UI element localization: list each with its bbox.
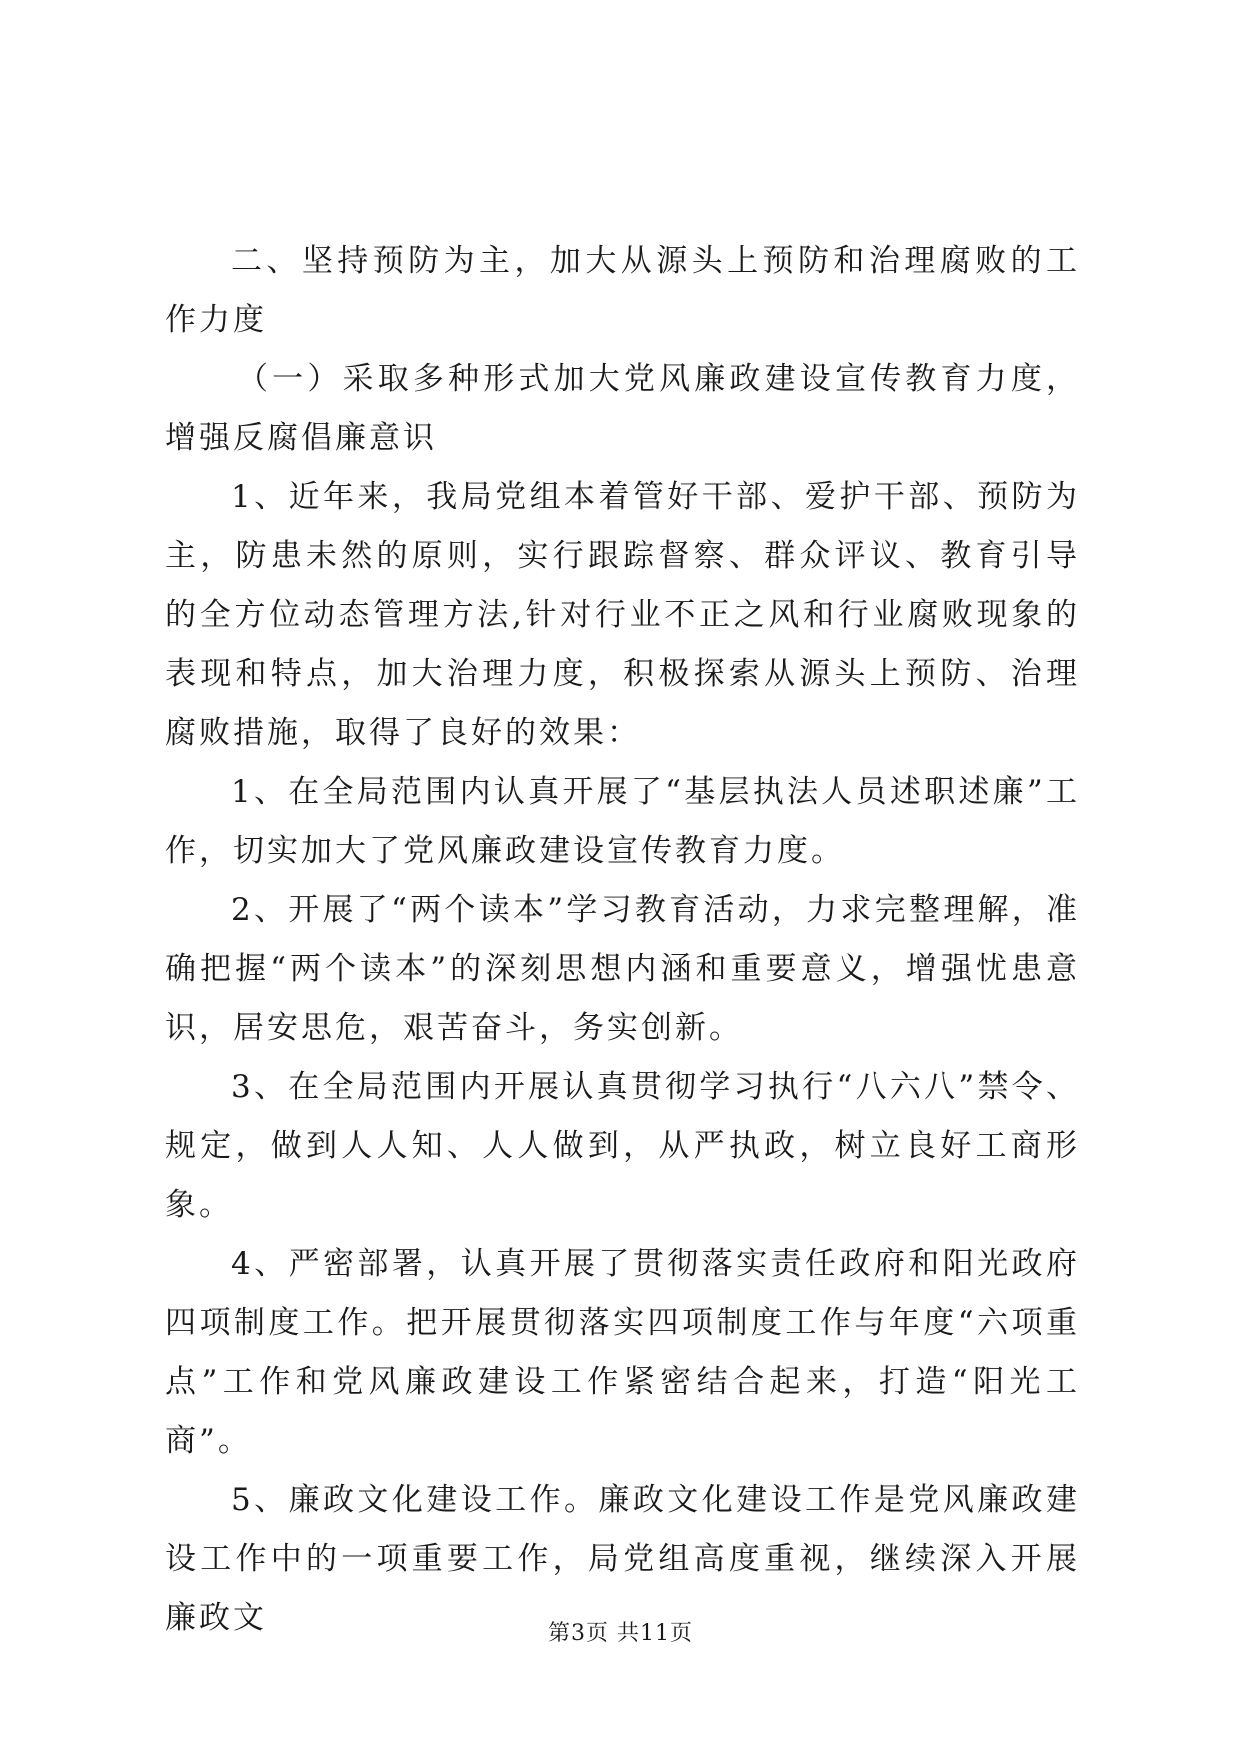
page-footer bbox=[0, 1616, 1241, 1647]
document-body bbox=[165, 232, 1080, 1648]
page-number: 第3页 共11页 bbox=[548, 1621, 693, 1646]
intro-paragraph: 1、近年来，我局党组本着管好干部、爱护干部、预防为主，防患未然的原则，实行跟踪督察、群众评议、教育引导的全方位动态管理方法,针对行业不正之风和行业腐败现象的表现和特点，加大治理力度，积极探索从源头上预防、治理腐败措施，取得了良好的效果： bbox=[165, 479, 1080, 751]
list-item-2: 2、开展了“两个读本”学习教育活动，力求完整理解，准确把握“两个读本”的深刻思想内涵和重要意义，增强忧患意识，居安思危，艰苦奋斗，务实创新。 bbox=[165, 892, 1080, 1046]
list-item-3: 3、在全局范围内开展认真贯彻学习执行“八六八”禁令、规定，做到人人知、人人做到，从严执政，树立良好工商形象。 bbox=[165, 1069, 1080, 1223]
list-item-4: 4、严密部署，认真开展了贯彻落实责任政府和阳光政府四项制度工作。把开展贯彻落实四项制度工作与年度“六项重点”工作和党风廉政建设工作紧密结合起来，打造“阳光工商”。 bbox=[165, 1246, 1080, 1459]
section-heading: 二、坚持预防为主，加大从源头上预防和治理腐败的工作力度 bbox=[165, 243, 1080, 338]
list-item-1: 1、在全局范围内认真开展了“基层执法人员述职述廉”工作，切实加大了党风廉政建设宣传教育力度。 bbox=[165, 774, 1080, 869]
subsection-heading: （一）采取多种形式加大党风廉政建设宣传教育力度，增强反腐倡廉意识 bbox=[165, 361, 1080, 456]
list-item-5: 5、廉政文化建设工作。廉政文化建设工作是党风廉政建设工作中的一项重要工作，局党组高度重视，继续深入开展廉政文 bbox=[165, 1482, 1080, 1636]
